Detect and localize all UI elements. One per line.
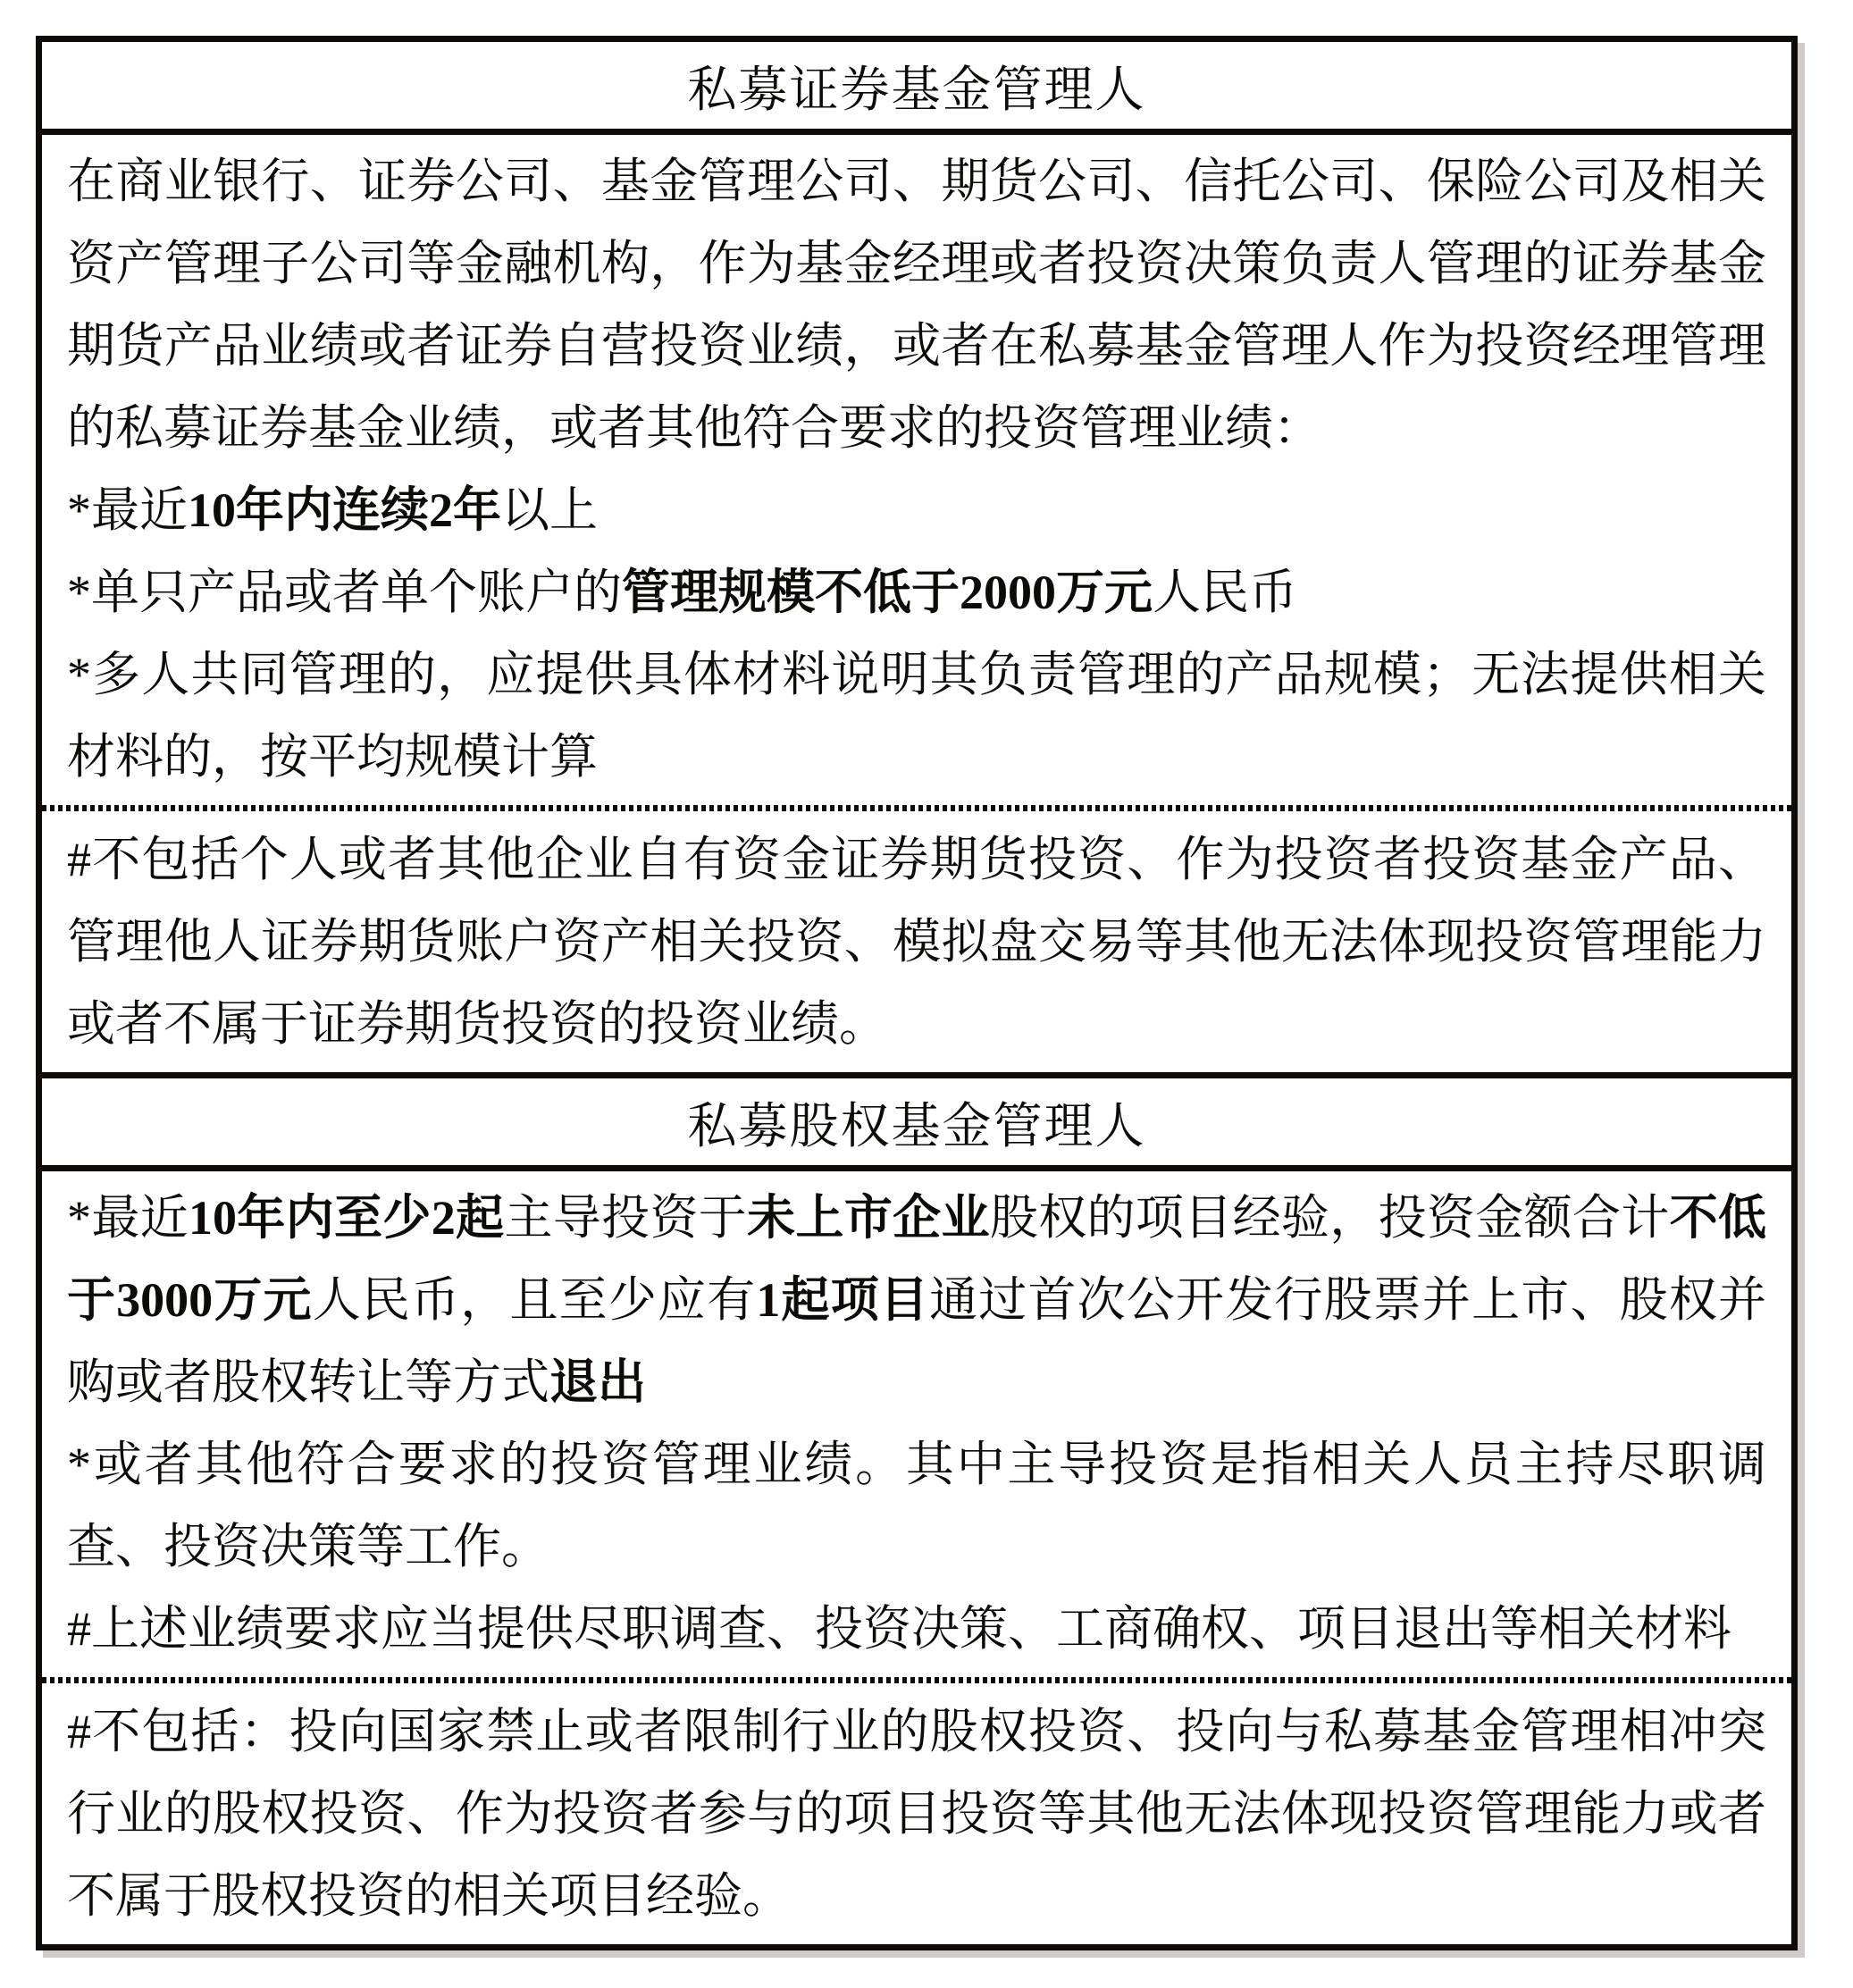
securities-requirements-paragraphs — [42, 140, 1791, 798]
paragraph: *最近10年内至少2起主导投资于未上市企业股权的项目经验，投资金额合计不低于3000万元人民币，且至少应有1起项目通过首次公开发行股票并上市、股权并购或者股权转让等方式退出 — [67, 1191, 1767, 1409]
paragraph: *或者其他符合要求的投资管理业绩。其中主导投资是指相关人员主持尽职调查、投资决策等工作。 — [67, 1438, 1766, 1573]
equity-requirements-paragraphs — [42, 1177, 1791, 1670]
section-body-securities — [42, 135, 1791, 1072]
section-header-equity: 私募股权基金管理人 — [42, 1072, 1791, 1171]
securities-exclusions-paragraphs — [42, 818, 1791, 1065]
dotted-separator — [42, 805, 1791, 811]
section-equity-fund-manager — [42, 1072, 1791, 1944]
paragraph: #上述业绩要求应当提供尽职调查、投资决策、工商确权、项目退出等相关材料 — [67, 1602, 1731, 1656]
section-header-securities: 私募证券基金管理人 — [42, 42, 1791, 135]
paragraph: #不包括：投向国家禁止或者限制行业的股权投资、投向与私募基金管理相冲突行业的股权投资、作为投资者参与的项目投资等其他无法体现投资管理能力或者不属于股权投资的相关项目经验。 — [67, 1705, 1766, 1923]
section-securities-fund-manager — [42, 42, 1791, 1072]
paragraph: 在商业银行、证券公司、基金管理公司、期货公司、信托公司、保险公司及相关资产管理子公司等金融机构，作为基金经理或者投资决策负责人管理的证券基金期货产品业绩或者证券自营投资业绩，或者在私募基金管理人作为投资经理管理的私募证券基金业绩，或者其他符合要求的投资管理业绩： — [67, 155, 1766, 455]
section-body-equity — [42, 1171, 1791, 1944]
paragraph: *多人共同管理的，应提供具体材料说明其负责管理的产品规模；无法提供相关材料的，按平均规模计算 — [67, 648, 1766, 784]
equity-exclusions-paragraphs — [42, 1690, 1791, 1937]
dotted-separator — [42, 1677, 1791, 1683]
paragraph: *最近10年内连续2年以上 — [67, 483, 598, 537]
paragraph: *单只产品或者单个账户的管理规模不低于2000万元人民币 — [67, 566, 1297, 619]
fund-manager-requirements-table — [36, 36, 1798, 1950]
paragraph: #不包括个人或者其他企业自有资金证券期货投资、作为投资者投资基金产品、管理他人证券期货账户资产相关投资、模拟盘交易等其他无法体现投资管理能力或者不属于证券期货投资的投资业绩。 — [67, 833, 1766, 1051]
